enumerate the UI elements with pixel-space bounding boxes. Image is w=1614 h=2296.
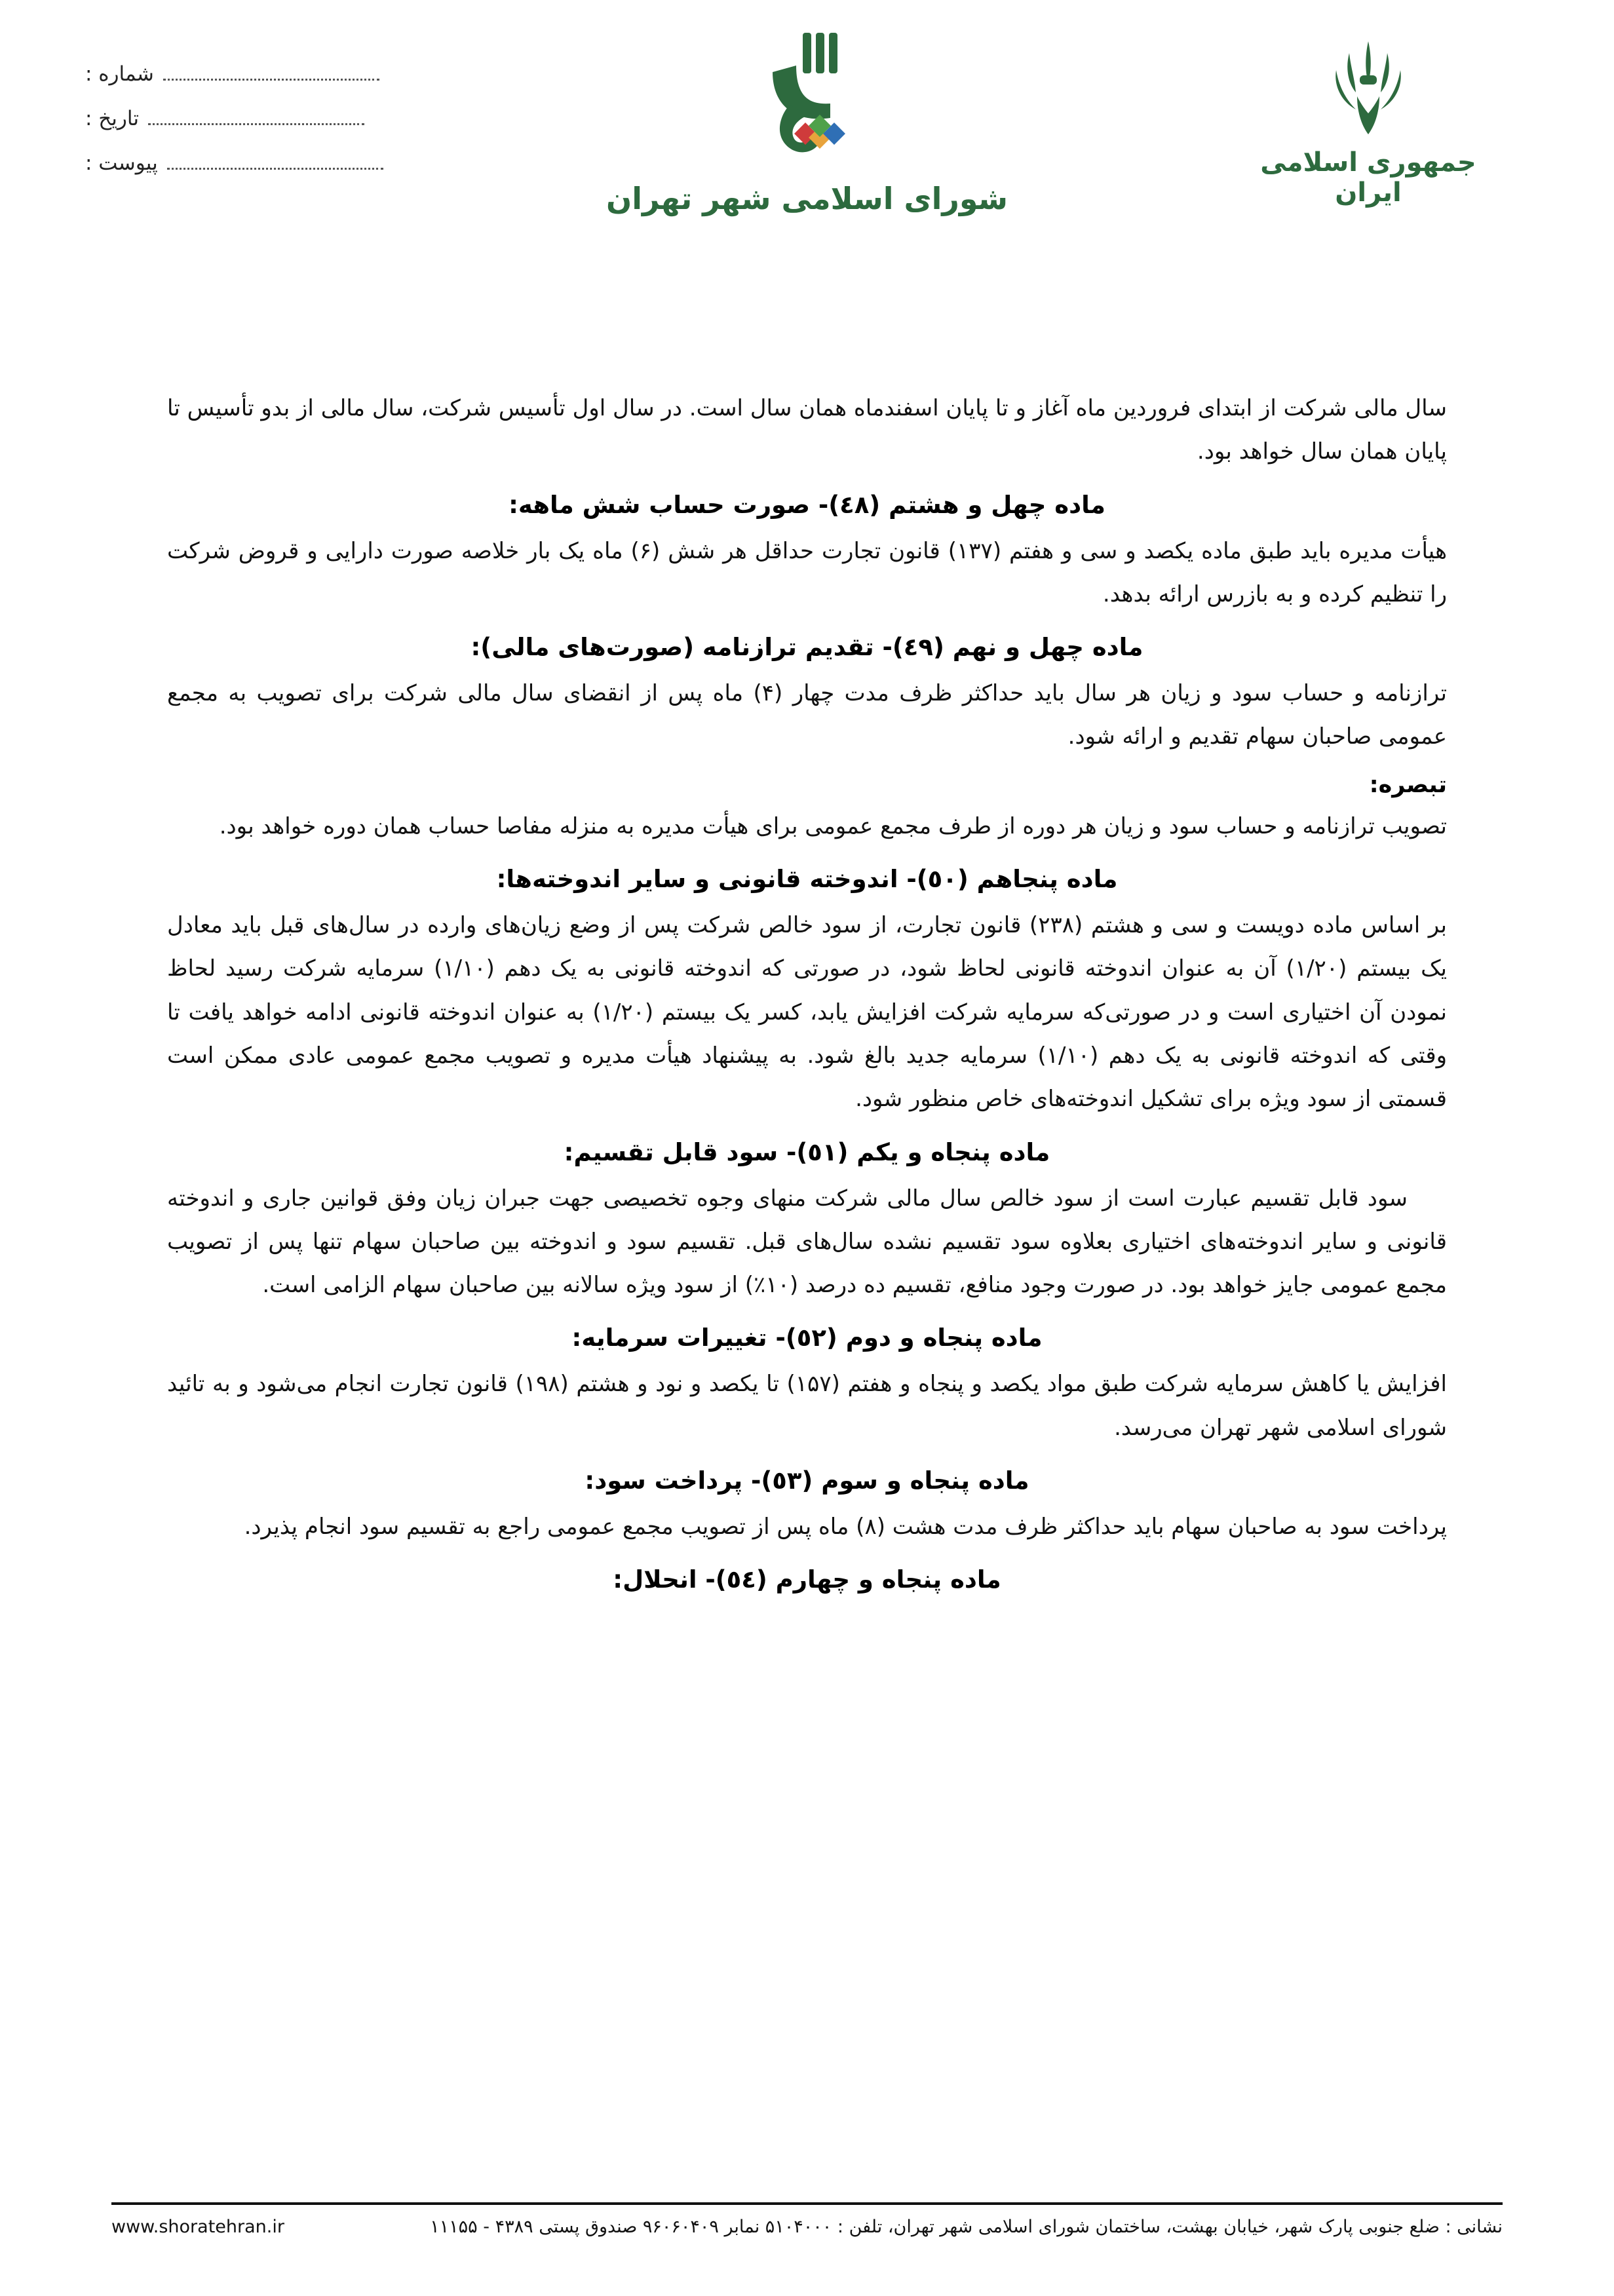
- article-heading: ماده چهل و نهم (٤٩)- تقدیم ترازنامه (صورت‌های مالی):: [471, 633, 1143, 662]
- iran-emblem-icon: [1319, 36, 1417, 141]
- footer-website-link[interactable]: www.shoratehran.ir: [111, 2217, 284, 2237]
- national-emblem-title: جمهوری اسلامی ایران: [1260, 147, 1476, 208]
- article-heading: ماده پنجاه و سوم (٥٣)- پرداخت سود:: [585, 1466, 1029, 1495]
- article-heading: ماده پنجاه و چهارم (٥٤)- انحلال:: [613, 1565, 1001, 1594]
- footer-content: [111, 2217, 1503, 2237]
- stamp-field-row: [85, 107, 426, 130]
- stamp-dotted-line: [148, 123, 364, 125]
- stamp-label-attachment: پیوست :: [85, 151, 158, 175]
- document-header: [0, 0, 1614, 328]
- paragraph: هیأت مدیره باید طبق ماده یکصد و سی و هفتم (۱۳۷) قانون تجارت حداقل هر شش (۶) ماه یک بار خلاصه صورت دارایی و قروض شرکت را تنظیم کرده و به بازرس ارائه بدهد.: [167, 537, 1447, 607]
- national-emblem-block: [1227, 36, 1509, 208]
- article-heading: ماده پنجاهم (٥٠)- اندوخته قانونی و سایر اندوخته‌ها:: [496, 865, 1118, 894]
- paragraph: تصویب ترازنامه و حساب سود و زیان هر دوره از طرف مجمع عمومی برای هیأت مدیره به منزله مفاصا حساب همان دوره خواهد بود.: [219, 813, 1447, 839]
- stamp-label-date: تاریخ :: [85, 107, 139, 130]
- article-heading: ماده چهل و هشتم (٤٨)- صورت حساب شش ماهه:: [509, 490, 1105, 519]
- footer-address: نشانی : ضلع جنوبی پارک شهر، خیابان بهشت، ساختمان شورای اسلامی شهر تهران، تلفن : ۵۱۰۴۰۰۰ نمابر ۹۶۰۶۰۴۰۹ صندوق پستی ۴۳۸۹ - ۱۱۱۵۵: [430, 2217, 1503, 2237]
- letterhead-stamp-fields: [85, 62, 426, 196]
- stamp-field-row: [85, 151, 426, 175]
- stamp-label-number: شماره :: [85, 62, 154, 86]
- stamp-field-row: [85, 62, 426, 86]
- council-logo-block: [604, 26, 1010, 216]
- note-subheading: تبصره:: [1369, 771, 1447, 798]
- council-logo-title: شورای اسلامی شهر تهران: [606, 181, 1008, 216]
- paragraph: سود قابل تقسیم عبارت است از سود خالص سال مالی شرکت منهای وجوه تخصیصی جهت جبران زیان وفق قوانین جاری و اندوخته قانونی و سایر اندوخته‌های اختیاری بعلاوه سود تقسیم نشده سال‌های قبل. تقسیم سود و اندوخته بین صاحبان سهام تنها پس از تصویب مجمع عمومی جایز خواهد بود. در صورت وجود منافع، تقسیم ده درصد (۱۰٪) از سود ویژه سالانه بین صاحبان سهام الزامی است.: [167, 1185, 1447, 1299]
- paragraph: سال مالی شرکت از ابتدای فروردین ماه آغاز و تا پایان اسفندماه همان سال است. در سال اول تأسیس شرکت، سال مالی از بدو تأسیس تا پایان همان سال خواهد بود.: [167, 395, 1447, 465]
- paragraph: ترازنامه و حساب سود و زیان هر سال باید حداکثر ظرف مدت چهار (۴) ماه پس از انقضای سال مالی شرکت برای تصویب به مجمع عمومی صاحبان سهام تقدیم و ارائه شود.: [167, 680, 1447, 750]
- article-heading: ماده پنجاه و یکم (٥١)- سود قابل تقسیم:: [564, 1138, 1050, 1166]
- paragraph: افزایش یا کاهش سرمایه شرکت طبق مواد یکصد و پنجاه و هفتم (۱۵۷) تا یکصد و نود و هشتم (۱۹۸) قانون تجارت انجام می‌شود و به تائید شورای اسلامی شهر تهران می‌رسد.: [167, 1371, 1447, 1441]
- stamp-dotted-line: [167, 167, 383, 170]
- paragraph: پرداخت سود به صاحبان سهام باید حداکثر ظرف مدت هشت (۸) ماه پس از تصویب مجمع عمومی راجع به تقسیم سود انجام پذیرد.: [244, 1514, 1447, 1540]
- article-heading: ماده پنجاه و دوم (٥٢)- تغییرات سرمایه:: [571, 1324, 1043, 1352]
- paragraph: بر اساس ماده دویست و سی و هشتم (۲۳۸) قانون تجارت، از سود خالص شرکت پس از وضع زیان‌های وارده در سال‌های قبل باید معادل یک بیستم (۱/۲۰) آن به عنوان اندوخته قانونی لحاظ شود، در صورتی که اندوخته قانونی به یک دهم (۱/۱۰) سرمایه شرکت رسید لحاظ نمودن آن اختیاری است و در صورتی‌که سرمایه شرکت افزایش یابد، کسر یک بیستم (۱/۲۰) به عنوان اندوخته قانونی ادامه خواهد یافت تا وقتی که اندوخته قانونی به یک دهم (۱/۱۰) سرمایه جدید بالغ شود. به پیشنهاد هیأت مدیره و تصویب مجمع عمومی عادی ممکن است قسمتی از سود ویژه برای تشکیل اندوخته‌های خاص منظور شود.: [167, 912, 1448, 1113]
- document-footer: [111, 2202, 1503, 2237]
- stamp-dotted-line: [163, 78, 379, 81]
- footer-divider: [111, 2202, 1503, 2205]
- tehran-city-council-logo-icon: [732, 26, 883, 177]
- document-body: [167, 387, 1447, 1604]
